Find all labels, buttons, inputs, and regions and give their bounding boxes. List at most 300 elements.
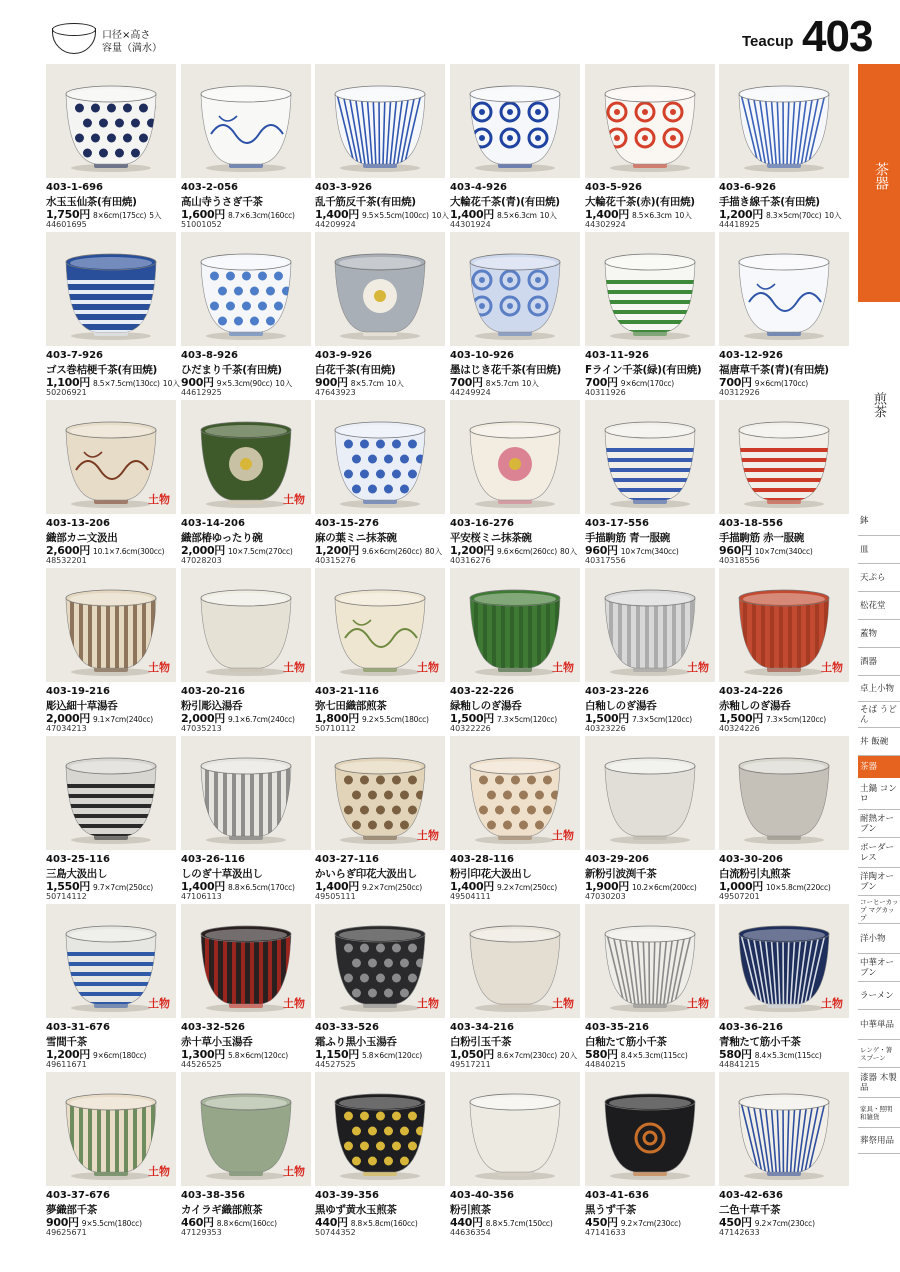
legend — [50, 26, 250, 66]
product-item[interactable] — [315, 64, 449, 232]
product-jan: 50710112 — [315, 724, 356, 733]
teacup-illustration — [315, 1072, 445, 1186]
product-item[interactable] — [585, 904, 715, 1072]
product-qty: 10入 — [431, 211, 449, 220]
product-code: 403-23-226 — [585, 686, 649, 697]
product-photo[interactable] — [181, 736, 311, 850]
product-photo[interactable] — [585, 904, 715, 1018]
product-code: 403-2-056 — [181, 182, 239, 193]
teacup-illustration — [585, 1072, 715, 1186]
product-jan: 50744352 — [315, 1228, 356, 1237]
product-photo[interactable] — [315, 232, 445, 346]
teacup-illustration — [719, 232, 849, 346]
product-photo[interactable] — [181, 232, 311, 346]
product-name: 手描駒筋 赤一服碗 — [719, 532, 804, 544]
product-photo[interactable] — [315, 904, 445, 1018]
product-name: 高山寺うさぎ千茶 — [181, 196, 263, 208]
product-item[interactable] — [181, 400, 311, 568]
product-name: 雪間千茶 — [46, 1036, 87, 1048]
product-jan: 44301924 — [450, 220, 491, 229]
product-price: 700円 — [585, 376, 618, 389]
teacup-illustration — [719, 1072, 849, 1186]
product-code: 403-40-356 — [450, 1190, 514, 1201]
product-photo[interactable] — [450, 400, 580, 514]
sidebar-category-item[interactable]: 洋陶オーブン — [858, 868, 900, 896]
product-jan: 49505111 — [315, 892, 356, 901]
teacup-illustration — [450, 1072, 580, 1186]
product-spec: 8×6cm(175cc) — [93, 211, 147, 220]
product-code: 403-32-526 — [181, 1022, 245, 1033]
product-photo[interactable] — [315, 400, 445, 514]
product-name: 粉引煎茶 — [450, 1204, 491, 1216]
product-item[interactable] — [315, 904, 445, 1072]
product-price: 450円 — [585, 1216, 618, 1229]
product-name: 白釉たて筋小千茶 — [585, 1036, 667, 1048]
product-item[interactable] — [450, 400, 580, 568]
product-jan: 44612925 — [181, 388, 222, 397]
teacup-illustration — [719, 64, 849, 178]
earthenware-tag: 土物 — [687, 997, 709, 1010]
product-item[interactable] — [315, 568, 445, 736]
product-price: 2,000円 — [181, 712, 225, 725]
product-price: 2,000円 — [46, 712, 90, 725]
product-code: 403-22-226 — [450, 686, 514, 697]
product-photo[interactable] — [181, 568, 311, 682]
product-name: かいらぎ印花大汲出し — [315, 868, 417, 880]
product-qty: 10入 — [521, 379, 539, 388]
product-code: 403-30-206 — [719, 854, 783, 865]
product-price: 1,200円 — [46, 1048, 90, 1061]
product-name: 粉引彫込湯呑 — [181, 700, 243, 712]
product-qty: 10入 — [275, 379, 293, 388]
product-photo[interactable] — [719, 568, 849, 682]
product-photo[interactable] — [46, 904, 176, 1018]
product-spec: 10×5.8cm(220cc) — [766, 883, 831, 892]
product-jan: 49504111 — [450, 892, 491, 901]
product-qty: 80入 — [425, 547, 443, 556]
product-code: 403-29-206 — [585, 854, 649, 865]
product-photo[interactable] — [450, 736, 580, 850]
product-photo[interactable] — [315, 1072, 445, 1186]
product-spec: 9.6×6cm(260cc) — [497, 547, 558, 556]
product-photo[interactable] — [46, 64, 176, 178]
product-jan: 47030203 — [585, 892, 626, 901]
product-spec: 9×5.3cm(90cc) — [216, 379, 273, 388]
sidebar-category-item[interactable]: 葬祭用品 — [858, 1128, 900, 1154]
product-jan: 40316276 — [450, 556, 491, 565]
product-jan: 44249924 — [450, 388, 491, 397]
product-price: 1,400円 — [450, 880, 494, 893]
product-name: 織部カニ文汲出 — [46, 532, 118, 544]
product-spec: 9.2×7cm(250cc) — [362, 883, 423, 892]
product-name: 霜ふり黒小玉湯呑 — [315, 1036, 397, 1048]
product-jan: 48532201 — [46, 556, 87, 565]
product-jan: 44841215 — [719, 1060, 760, 1069]
product-spec: 8.7×6.3cm(160cc) — [228, 211, 295, 220]
product-spec: 9.2×7cm(230cc) — [754, 1219, 815, 1228]
sidebar-category-item[interactable]: 中華単品 — [858, 1010, 900, 1040]
product-item[interactable] — [585, 736, 715, 904]
sidebar-category-item[interactable]: そば うどん — [858, 702, 900, 728]
product-code: 403-9-926 — [315, 350, 373, 361]
product-jan: 44418925 — [719, 220, 760, 229]
product-photo[interactable] — [719, 904, 849, 1018]
product-photo[interactable] — [585, 232, 715, 346]
product-price: 960円 — [585, 544, 618, 557]
product-price: 1,400円 — [315, 208, 359, 221]
product-name: Fライン千茶(緑)(有田焼) — [585, 364, 702, 376]
product-photo[interactable] — [450, 1072, 580, 1186]
product-item[interactable] — [719, 64, 849, 232]
product-price: 1,400円 — [585, 208, 629, 221]
product-name: 赤釉しのぎ湯呑 — [719, 700, 791, 712]
sidebar-category-item[interactable]: 天ぷら — [858, 564, 900, 592]
product-photo[interactable] — [719, 736, 849, 850]
product-price: 1,800円 — [315, 712, 359, 725]
product-jan: 47142633 — [719, 1228, 760, 1237]
sidebar-category-item[interactable]: 洋小物 — [858, 924, 900, 954]
earthenware-tag: 土物 — [552, 997, 574, 1010]
product-jan: 49625671 — [46, 1228, 87, 1237]
product-spec: 9×6cm(170cc) — [620, 379, 675, 388]
sidebar-category-item[interactable]: 中華オーブン — [858, 954, 900, 982]
product-price: 1,500円 — [585, 712, 629, 725]
product-item[interactable] — [46, 904, 176, 1072]
product-price: 1,400円 — [450, 208, 494, 221]
page-number: 403 — [802, 12, 873, 61]
product-name: 新粉引波渕千茶 — [585, 868, 657, 880]
product-name: 弥七田織部煎茶 — [315, 700, 387, 712]
product-item[interactable] — [315, 232, 445, 400]
product-spec: 8.5×6.3cm — [632, 211, 672, 220]
product-photo[interactable] — [719, 1072, 849, 1186]
earthenware-tag: 土物 — [552, 661, 574, 674]
active-category-label: 茶器 — [873, 162, 889, 190]
product-item[interactable] — [450, 1072, 580, 1240]
product-price: 900円 — [181, 376, 214, 389]
product-photo[interactable] — [719, 400, 849, 514]
earthenware-tag: 土物 — [283, 1165, 305, 1178]
product-item[interactable] — [181, 64, 311, 232]
teacup-illustration — [315, 64, 445, 178]
product-code: 403-15-276 — [315, 518, 379, 529]
product-spec: 9.6×6cm(260cc) — [362, 547, 423, 556]
earthenware-tag: 土物 — [821, 661, 843, 674]
sidebar-category-item[interactable]: レンゲ・箸 スプーン — [858, 1040, 900, 1068]
product-name: 織部椿ゆったり碗 — [181, 532, 263, 544]
product-code: 403-34-216 — [450, 1022, 514, 1033]
teacup-illustration — [181, 64, 311, 178]
product-item[interactable] — [46, 64, 176, 232]
product-item[interactable] — [585, 1072, 715, 1240]
product-price: 1,500円 — [719, 712, 763, 725]
product-photo[interactable] — [181, 1072, 311, 1186]
product-name: 福唐草千茶(青)(有田焼) — [719, 364, 829, 376]
product-code: 403-16-276 — [450, 518, 514, 529]
product-name: 粉引印花大汲出し — [450, 868, 532, 880]
product-code: 403-31-676 — [46, 1022, 110, 1033]
teacup-illustration — [450, 232, 580, 346]
teacup-illustration — [46, 736, 176, 850]
product-item[interactable] — [181, 736, 311, 904]
product-item[interactable] — [46, 736, 176, 904]
product-photo[interactable] — [181, 400, 311, 514]
product-jan: 47034213 — [46, 724, 87, 733]
product-name: 黒うず千茶 — [585, 1204, 636, 1216]
sidebar-category-item[interactable]: ラーメン — [858, 982, 900, 1010]
product-code: 403-7-926 — [46, 350, 104, 361]
product-name: 乱千筋反千茶(有田焼) — [315, 196, 416, 208]
product-spec: 7.3×5cm(120cc) — [497, 715, 558, 724]
product-price: 2,000円 — [181, 544, 225, 557]
product-jan: 50714112 — [46, 892, 87, 901]
product-photo[interactable] — [719, 232, 849, 346]
product-code: 403-37-676 — [46, 1190, 110, 1201]
product-code: 403-13-206 — [46, 518, 110, 529]
product-spec: 9.1×6.7cm(240cc) — [228, 715, 295, 724]
product-photo[interactable] — [46, 1072, 176, 1186]
teacup-illustration — [181, 736, 311, 850]
product-photo[interactable] — [46, 568, 176, 682]
product-qty: 20入 — [560, 1051, 578, 1060]
cup-diagram-icon — [52, 28, 96, 54]
product-item[interactable] — [315, 400, 445, 568]
product-price: 1,200円 — [315, 544, 359, 557]
product-price: 700円 — [450, 376, 483, 389]
product-name: 青釉たて筋小千茶 — [719, 1036, 801, 1048]
product-price: 440円 — [450, 1216, 483, 1229]
product-name: 白粉引玉千茶 — [450, 1036, 512, 1048]
product-name: ひだまり千茶(有田焼) — [181, 364, 282, 376]
product-photo[interactable] — [450, 64, 580, 178]
product-photo[interactable] — [450, 568, 580, 682]
earthenware-tag: 土物 — [148, 997, 170, 1010]
product-item[interactable] — [585, 400, 715, 568]
product-spec: 8.6×7cm(230cc) — [497, 1051, 558, 1060]
product-code: 403-12-926 — [719, 350, 783, 361]
earthenware-tag: 土物 — [283, 997, 305, 1010]
product-price: 1,200円 — [450, 544, 494, 557]
product-spec: 9.2×5.5cm(180cc) — [362, 715, 429, 724]
sidebar-category-item[interactable]: 耐熱オーブン — [858, 810, 900, 838]
product-spec: 8.4×5.3cm(115cc) — [620, 1051, 688, 1060]
product-item[interactable] — [719, 568, 849, 736]
product-name: 墨はじき花千茶(有田焼) — [450, 364, 561, 376]
product-item[interactable] — [46, 568, 176, 736]
product-photo[interactable] — [585, 400, 715, 514]
product-name: 水玉玉仙茶(有田焼) — [46, 196, 137, 208]
teacup-illustration — [315, 400, 445, 514]
product-item[interactable] — [585, 64, 715, 232]
product-item[interactable] — [450, 64, 580, 232]
product-code: 403-8-926 — [181, 350, 239, 361]
product-name: ゴス巻桔梗千茶(有田焼) — [46, 364, 157, 376]
product-photo[interactable] — [585, 736, 715, 850]
teacup-illustration — [719, 736, 849, 850]
product-photo[interactable] — [315, 64, 445, 178]
product-spec: 8.5×7.5cm(130cc) — [93, 379, 160, 388]
product-jan: 47129353 — [181, 1228, 222, 1237]
product-spec: 8.4×5.3cm(115cc) — [754, 1051, 822, 1060]
product-spec: 9×6cm(180cc) — [93, 1051, 147, 1060]
product-photo[interactable] — [585, 64, 715, 178]
product-code: 403-5-926 — [585, 182, 643, 193]
product-spec: 9×6cm(170cc) — [754, 379, 809, 388]
product-code: 403-42-636 — [719, 1190, 783, 1201]
product-price: 1,750円 — [46, 208, 90, 221]
product-item[interactable] — [450, 904, 580, 1072]
product-spec: 8.8×5.7cm(150cc) — [485, 1219, 553, 1228]
sidebar-category-item[interactable]: 茶器 — [858, 756, 900, 778]
sidebar-category-item[interactable]: 皿 — [858, 536, 900, 564]
sidebar-category-item[interactable]: 松花堂 — [858, 592, 900, 620]
product-jan: 40311926 — [585, 388, 626, 397]
product-item[interactable] — [46, 1072, 176, 1240]
product-photo[interactable] — [181, 904, 311, 1018]
product-jan: 49507201 — [719, 892, 760, 901]
product-jan: 47643923 — [315, 388, 356, 397]
teacup-illustration — [450, 64, 580, 178]
product-item[interactable] — [719, 904, 849, 1072]
product-price: 460円 — [181, 1216, 214, 1229]
product-item[interactable] — [719, 736, 849, 904]
product-jan: 44527525 — [315, 1060, 356, 1069]
product-spec: 8.8×5.8cm(160cc) — [350, 1219, 418, 1228]
teacup-illustration — [450, 400, 580, 514]
product-name: 手描駒筋 青一服碗 — [585, 532, 670, 544]
product-code: 403-20-216 — [181, 686, 245, 697]
product-price: 1,000円 — [719, 880, 763, 893]
product-name: 大輪花千茶(青)(有田焼) — [450, 196, 560, 208]
product-spec: 10×7cm(340cc) — [620, 547, 679, 556]
product-item[interactable] — [585, 568, 715, 736]
subcategory-label: 煎茶 — [871, 392, 886, 418]
product-code: 403-18-556 — [719, 518, 783, 529]
product-price: 1,150円 — [315, 1048, 359, 1061]
product-photo[interactable] — [46, 400, 176, 514]
product-price: 450円 — [719, 1216, 752, 1229]
sidebar-category-item[interactable]: 蓋物 — [858, 620, 900, 648]
product-spec: 8.5×6.3cm — [497, 211, 537, 220]
teacup-illustration — [315, 232, 445, 346]
product-item[interactable] — [450, 232, 580, 400]
product-spec: 9.5×5.5cm(100cc) — [362, 211, 429, 220]
product-photo[interactable] — [585, 1072, 715, 1186]
product-code: 403-24-226 — [719, 686, 783, 697]
product-jan: 40323226 — [585, 724, 626, 733]
sidebar-category-item[interactable]: 漆器 木製品 — [858, 1068, 900, 1098]
product-qty: 5入 — [149, 211, 162, 220]
product-photo[interactable] — [46, 736, 176, 850]
product-name: 緑釉しのぎ湯呑 — [450, 700, 522, 712]
product-item[interactable] — [181, 904, 311, 1072]
product-name: 白花千茶(有田焼) — [315, 364, 396, 376]
product-name: 彫込細十草湯呑 — [46, 700, 118, 712]
product-item[interactable] — [450, 568, 580, 736]
product-photo[interactable] — [181, 64, 311, 178]
product-photo[interactable] — [585, 568, 715, 682]
product-photo[interactable] — [315, 568, 445, 682]
product-name: 黒ゆず黄水玉煎茶 — [315, 1204, 397, 1216]
product-qty: 10入 — [824, 211, 842, 220]
product-price: 1,100円 — [46, 376, 90, 389]
sidebar-category-item[interactable]: 卓上小物 — [858, 676, 900, 702]
product-price: 1,050円 — [450, 1048, 494, 1061]
teacup-illustration — [585, 64, 715, 178]
product-price: 580円 — [719, 1048, 752, 1061]
product-name: 赤十草小玉湯呑 — [181, 1036, 253, 1048]
product-price: 1,200円 — [719, 208, 763, 221]
product-photo[interactable] — [315, 736, 445, 850]
product-item[interactable] — [719, 1072, 849, 1240]
product-item[interactable] — [46, 400, 176, 568]
sidebar-category-item[interactable]: コーヒーカップ マグカップ — [858, 896, 900, 924]
product-jan: 44840215 — [585, 1060, 626, 1069]
active-category-tab[interactable] — [858, 64, 900, 302]
product-item[interactable] — [181, 568, 311, 736]
product-spec: 5.8×6cm(120cc) — [362, 1051, 423, 1060]
product-jan: 50206921 — [46, 388, 87, 397]
product-item[interactable] — [181, 232, 311, 400]
earthenware-tag: 土物 — [283, 661, 305, 674]
product-name: しのぎ十草汲出し — [181, 868, 263, 880]
product-item[interactable] — [450, 736, 580, 904]
product-jan: 40317556 — [585, 556, 626, 565]
product-item[interactable] — [315, 736, 445, 904]
product-name: 三島大汲出し — [46, 868, 108, 880]
product-item[interactable] — [719, 232, 849, 400]
sidebar-category-item[interactable]: 家具・照明 和雑貨 — [858, 1098, 900, 1128]
product-item[interactable] — [181, 1072, 311, 1240]
teacup-illustration — [585, 232, 715, 346]
product-photo[interactable] — [46, 232, 176, 346]
product-price: 580円 — [585, 1048, 618, 1061]
sidebar-category-item[interactable]: 酒器 — [858, 648, 900, 676]
teacup-illustration — [719, 400, 849, 514]
product-spec: 9.1×7cm(240cc) — [93, 715, 154, 724]
product-item[interactable] — [315, 1072, 445, 1240]
product-jan: 44526525 — [181, 1060, 222, 1069]
product-jan: 47141633 — [585, 1228, 626, 1237]
sidebar-category-item[interactable]: 鉢 — [858, 506, 900, 536]
product-item[interactable] — [585, 232, 715, 400]
product-jan: 49611671 — [46, 1060, 87, 1069]
product-photo[interactable] — [450, 904, 580, 1018]
product-price: 700円 — [719, 376, 752, 389]
category-sidebar — [858, 64, 900, 1272]
product-code: 403-14-206 — [181, 518, 245, 529]
sidebar-category-item[interactable]: 丼 飯碗 — [858, 728, 900, 756]
product-photo[interactable] — [450, 232, 580, 346]
sidebar-category-item[interactable]: 土鍋 コンロ — [858, 778, 900, 810]
product-price: 960円 — [719, 544, 752, 557]
product-name: 夢織部千茶 — [46, 1204, 97, 1216]
product-spec: 7.3×5cm(120cc) — [766, 715, 827, 724]
product-price: 1,500円 — [450, 712, 494, 725]
legend-dimensions: 口径×高さ — [102, 30, 151, 41]
earthenware-tag: 土物 — [687, 661, 709, 674]
product-item[interactable] — [46, 232, 180, 400]
product-code: 403-33-526 — [315, 1022, 379, 1033]
product-jan: 51001052 — [181, 220, 222, 229]
product-item[interactable] — [719, 400, 849, 568]
sidebar-category-item[interactable]: ボーダーレス — [858, 838, 900, 868]
product-code: 403-25-116 — [46, 854, 110, 865]
earthenware-tag: 土物 — [148, 1165, 170, 1178]
product-jan: 44601695 — [46, 220, 87, 229]
product-photo[interactable] — [719, 64, 849, 178]
product-jan: 44636354 — [450, 1228, 491, 1237]
